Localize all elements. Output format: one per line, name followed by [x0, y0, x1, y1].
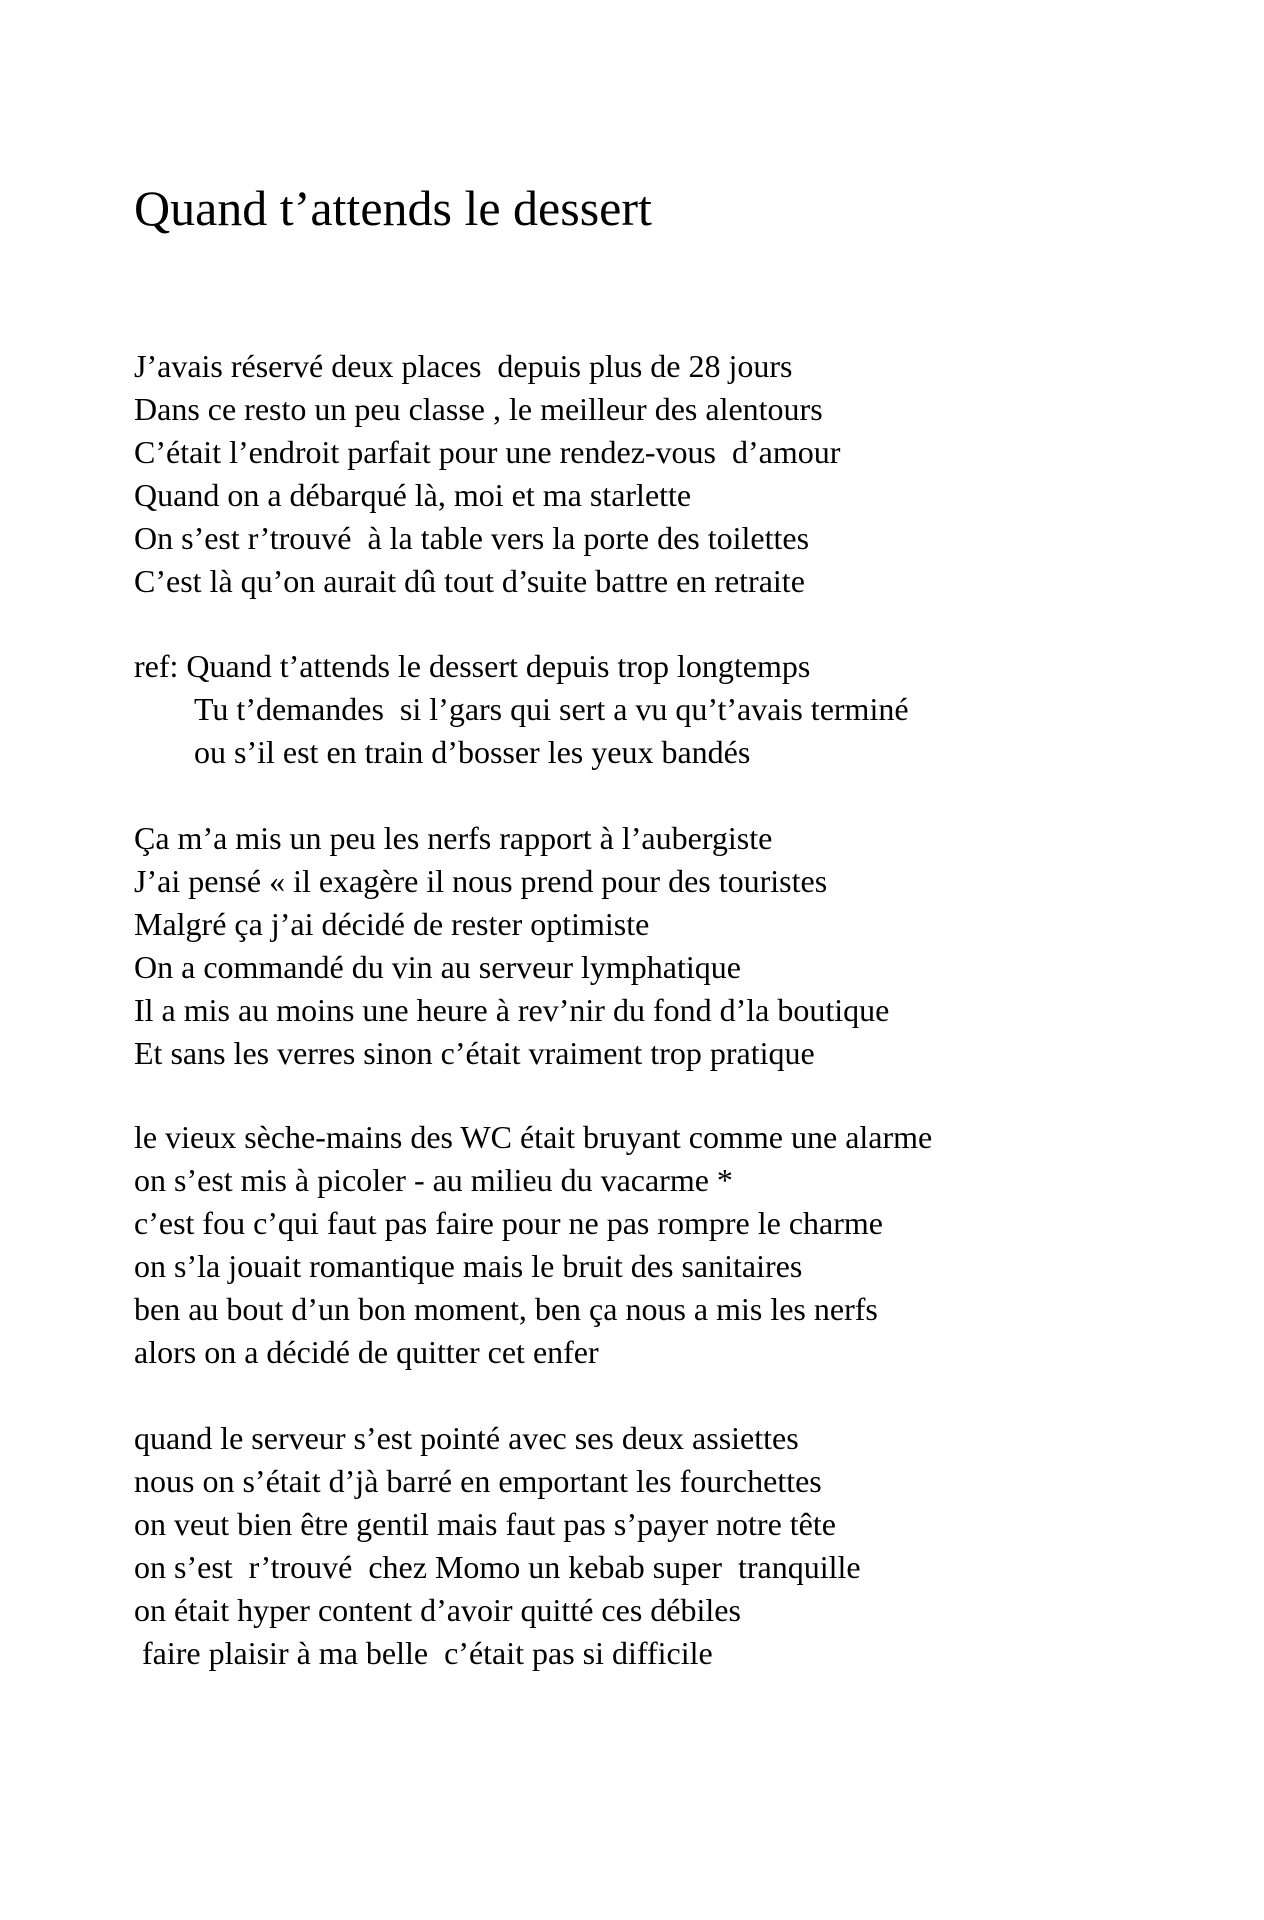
poem-line: Il a mis au moins une heure à rev’nir du fond d’la boutique	[134, 992, 890, 1028]
poem-line: ben au bout d’un bon moment, ben ça nous a mis les nerfs	[134, 1291, 878, 1327]
poem-line: quand le serveur s’est pointé avec ses deux assiettes	[134, 1420, 799, 1456]
poem-title: Quand t’attends le dessert	[134, 180, 652, 236]
poem-line: On s’est r’trouvé à la table vers la porte des toilettes	[134, 520, 810, 556]
stanza-2	[134, 817, 889, 1075]
refrain	[134, 645, 909, 774]
poem-line: le vieux sèche-mains des WC était bruyant comme une alarme	[134, 1119, 933, 1155]
poem-line: alors on a décidé de quitter cet enfer	[134, 1334, 599, 1370]
poem-line: Malgré ça j’ai décidé de rester optimiste	[134, 906, 650, 942]
stanza-3	[134, 1116, 932, 1374]
stanza-4	[134, 1417, 861, 1675]
poem-line: Ça m’a mis un peu les nerfs rapport à l’aubergiste	[134, 820, 773, 856]
poem-line: nous on s’était d’jà barré en emportant les fourchettes	[134, 1463, 822, 1499]
stanza-1	[134, 345, 840, 603]
refrain-line: Tu t’demandes si l’gars qui sert a vu qu’t’avais terminé	[194, 691, 909, 727]
poem-line: c’est fou c’qui faut pas faire pour ne pas rompre le charme	[134, 1205, 883, 1241]
poem-line: on s’la jouait romantique mais le bruit des sanitaires	[134, 1248, 803, 1284]
poem-line: On a commandé du vin au serveur lymphatique	[134, 949, 741, 985]
refrain-line: ref: Quand t’attends le dessert depuis trop longtemps	[134, 648, 811, 684]
poem-line: Et sans les verres sinon c’était vraiment trop pratique	[134, 1035, 815, 1071]
poem-line: on s’est mis à picoler - au milieu du vacarme *	[134, 1162, 733, 1198]
poem-line: Dans ce resto un peu classe , le meilleur des alentours	[134, 391, 823, 427]
poem-line: C’est là qu’on aurait dû tout d’suite battre en retraite	[134, 563, 805, 599]
poem-line: on s’est r’trouvé chez Momo un kebab super tranquille	[134, 1549, 861, 1585]
poem-line: J’avais réservé deux places depuis plus de 28 jours	[134, 348, 793, 384]
poem-line: faire plaisir à ma belle c’était pas si difficile	[134, 1635, 713, 1671]
poem-line: on veut bien être gentil mais faut pas s’payer notre tête	[134, 1506, 836, 1542]
refrain-line: ou s’il est en train d’bosser les yeux bandés	[194, 734, 751, 770]
poem-line: Quand on a débarqué là, moi et ma starlette	[134, 477, 692, 513]
poem-line: on était hyper content d’avoir quitté ces débiles	[134, 1592, 741, 1628]
poem-line: J’ai pensé « il exagère il nous prend pour des touristes	[134, 863, 828, 899]
poem-line: C’était l’endroit parfait pour une rendez-vous d’amour	[134, 434, 841, 470]
